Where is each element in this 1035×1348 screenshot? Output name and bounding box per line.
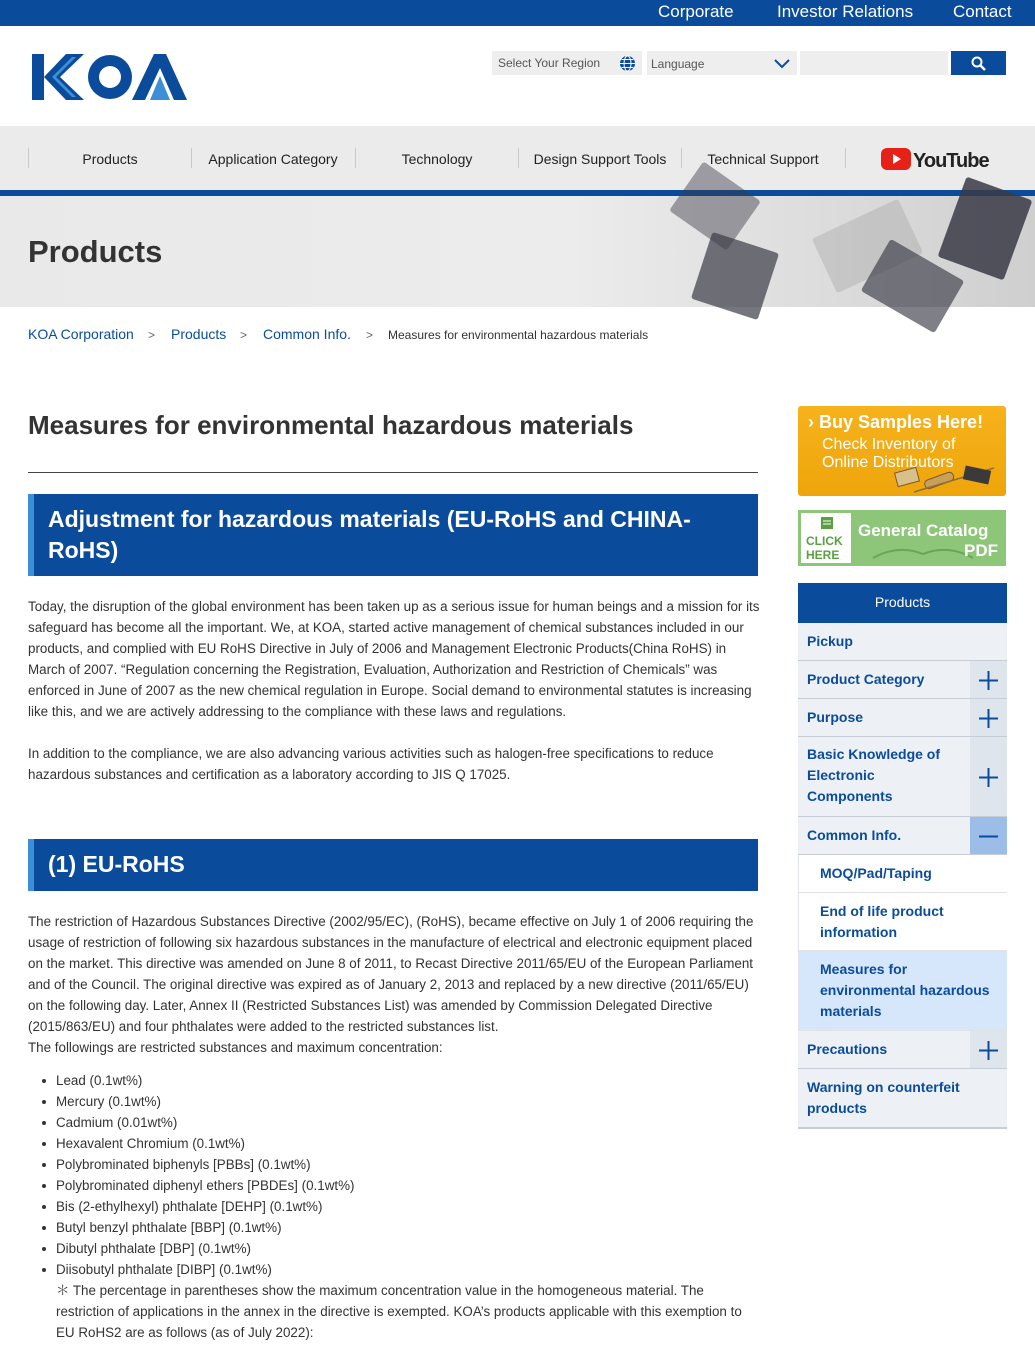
contact-link[interactable]: Contact <box>953 2 1012 21</box>
document-icon <box>820 516 834 530</box>
general-catalog-banner[interactable] <box>798 510 1006 566</box>
list-item: Cadmium (0.01wt%) <box>56 1112 761 1133</box>
side-menu-item-pickup[interactable] <box>798 623 1007 661</box>
corporate-link[interactable]: Corporate <box>658 2 734 21</box>
breadcrumb-separator: > <box>366 328 374 342</box>
list-item: Diisobutyl phthalate [DIBP] (0.1wt%) <box>56 1259 761 1280</box>
nav-item-technical-support[interactable]: Technical Support <box>707 151 819 167</box>
side-menu-label: Warning on counterfeit products <box>807 1079 960 1116</box>
collapse-toggle[interactable] <box>970 817 1007 854</box>
nav-divider <box>845 148 846 168</box>
breadcrumb-separator: > <box>148 328 156 342</box>
search-input[interactable] <box>800 51 948 75</box>
list-item: Polybrominated biphenyls [PBBs] (0.1wt%) <box>56 1154 761 1175</box>
nav-item-technology[interactable]: Technology <box>401 151 473 167</box>
list-item: Butyl benzyl phthalate [BBP] (0.1wt%) <box>56 1217 761 1238</box>
plus-icon <box>979 709 998 728</box>
plus-icon <box>979 768 998 787</box>
minus-icon <box>979 827 998 846</box>
section-heading-hazardous-materials: Adjustment for hazardous materials (EU-RoHS and CHINA-RoHS) <box>28 494 758 576</box>
main-nav <box>0 126 1035 190</box>
nav-item-application-category[interactable]: Application Category <box>208 151 338 167</box>
top-bar <box>0 0 1035 26</box>
plus-icon <box>979 1041 998 1060</box>
region-label: Select Your Region <box>498 56 601 70</box>
side-submenu-label: Measures for environmental hazardous materials <box>820 961 990 1019</box>
side-menu-label: Basic Knowledge of Electronic Components <box>807 746 941 804</box>
buy-samples-heading: › Buy Samples Here! <box>808 412 984 432</box>
side-menu-item-basic-knowledge[interactable] <box>798 737 1007 817</box>
region-selector[interactable] <box>492 51 642 75</box>
breadcrumb-products[interactable]: Products <box>171 326 227 342</box>
investor-relations-link[interactable]: Investor Relations <box>777 2 914 21</box>
side-submenu-item-measures[interactable] <box>798 951 1007 1031</box>
expand-toggle[interactable] <box>970 737 1007 816</box>
list-item: Hexavalent Chromium (0.1wt%) <box>56 1133 761 1154</box>
list-item: Polybrominated diphenyl ethers [PBDEs] (0.1wt%) <box>56 1175 761 1196</box>
plus-icon <box>979 671 998 690</box>
side-menu-item-product-category[interactable] <box>798 661 1007 699</box>
breadcrumb-current: Measures for environmental hazardous materials <box>388 328 649 342</box>
buy-samples-banner[interactable] <box>798 406 1006 496</box>
catalog-format: PDF <box>964 541 998 560</box>
side-menu-item-common-info[interactable] <box>798 817 1007 855</box>
list-item: Bis (2-ethylhexyl) phthalate [DEHP] (0.1wt%) <box>56 1196 761 1217</box>
nav-item-design-support-tools[interactable]: Design Support Tools <box>533 151 667 167</box>
breadcrumb-separator: > <box>240 328 248 342</box>
breadcrumb-common-info[interactable]: Common Info. <box>263 326 351 342</box>
section-heading-eu-rohs: (1) EU-RoHS <box>28 839 758 891</box>
click-here-badge: CLICK HERE <box>800 512 852 564</box>
list-item: Lead (0.1wt%) <box>56 1070 761 1091</box>
side-menu-label: Product Category <box>807 671 925 687</box>
koa-logo[interactable] <box>32 54 187 100</box>
nav-item-products[interactable]: Products <box>82 151 138 167</box>
side-menu-label: Purpose <box>807 709 864 725</box>
side-menu-label: Common Info. <box>807 827 902 843</box>
search-icon <box>971 56 986 71</box>
side-menu-item-purpose[interactable] <box>798 699 1007 737</box>
page-title: Measures for environmental hazardous materials <box>28 410 634 440</box>
language-select[interactable] <box>647 51 797 75</box>
side-submenu-label: End of life product information <box>820 903 944 940</box>
side-menu-label: Pickup <box>807 633 853 649</box>
title-divider <box>28 472 758 473</box>
side-menu-item-counterfeit-warning[interactable] <box>798 1069 1007 1129</box>
intro-paragraph: Today, the disruption of the global environment has been taken up as a serious issue for human beings and a mission for its safeguard has become all the important. We, at KOA, started active management of chemical substances included in our products, and complied with EU RoHS Directive in July of 2006 and Management Electronic Products(China RoHS) in March of 2007. “Regulation concerning the Registration, Evaluation, Authorization and Restriction of Chemicals” was enforced in June of 2007 as the new chemical regulation in Europe. Social demand to environmental statutes is increasing like this, and we are actively addressing to the compliance with these laws and regulations. <box>28 599 760 719</box>
buy-samples-line-2: Check Inventory of <box>822 436 956 453</box>
exemption-note: ＊ The percentage in parentheses show the maximum concentration value in the homogeneous material. The restriction of applications in the annex in the directive is exempted. KOA’s products applicable with this exemption to EU RoHS2 are as follows (as of July 2022): <box>56 1283 742 1340</box>
youtube-wordmark: YouTube <box>913 150 989 172</box>
list-item: Dibutyl phthalate [DBP] (0.1wt%) <box>56 1238 761 1259</box>
page-hero <box>0 196 1035 307</box>
youtube-link[interactable] <box>881 147 989 172</box>
hero-title: Products <box>28 234 163 269</box>
side-menu-label: Precautions <box>807 1041 888 1057</box>
expand-toggle[interactable] <box>970 661 1007 698</box>
expand-toggle[interactable] <box>970 1031 1007 1068</box>
eu-rohs-paragraph: The restriction of Hazardous Substances Directive (2002/95/EC), (RoHS), became effective on July 1 of 2006 requiring the usage of restriction of following six hazardous substances in the manufacture of electrical and electronic equipment placed on the market. This directive was amended on June 8 of 2011, to Recast Directive 2011/65/EU of the European Parliament and of the Council. The original directive was expired as of January 2, 2013 and replaced by a new directive (2011/65/EU) on the following day. Later, Annex II (Restricted Substances List) was amended by Commission Delegated Directive (2015/863/EU) and four phthalates were added to the restricted substances list. <box>28 914 754 1034</box>
language-label: Language <box>651 57 705 71</box>
side-submenu-item-moq[interactable] <box>798 855 1007 893</box>
resistor-chip-image <box>691 232 779 320</box>
side-submenu-item-end-of-life[interactable] <box>798 893 1007 951</box>
buy-samples-line-3: Online Distributors <box>822 454 954 471</box>
intro-paragraph-2: In addition to the compliance, we are also advancing various activities such as halogen-free specifications to reduce hazardous substances and certification as a laboratory according to JIS Q 17025. <box>28 746 714 782</box>
side-submenu-label: MOQ/Pad/Taping <box>820 865 932 881</box>
list-item: Mercury (0.1wt%) <box>56 1091 761 1112</box>
globe-icon <box>619 55 636 72</box>
side-menu-item-precautions[interactable] <box>798 1031 1007 1069</box>
catalog-title: General Catalog <box>858 521 989 540</box>
eu-rohs-lead-in: The followings are restricted substances and maximum concentration: <box>28 1040 443 1055</box>
expand-toggle[interactable] <box>970 699 1007 736</box>
chevron-down-icon <box>773 57 791 69</box>
search-button[interactable] <box>951 51 1006 75</box>
restricted-substances-list <box>56 1070 761 1280</box>
side-menu-title[interactable]: Products <box>798 583 1007 623</box>
breadcrumb-koa-corporation[interactable]: KOA Corporation <box>28 326 134 342</box>
